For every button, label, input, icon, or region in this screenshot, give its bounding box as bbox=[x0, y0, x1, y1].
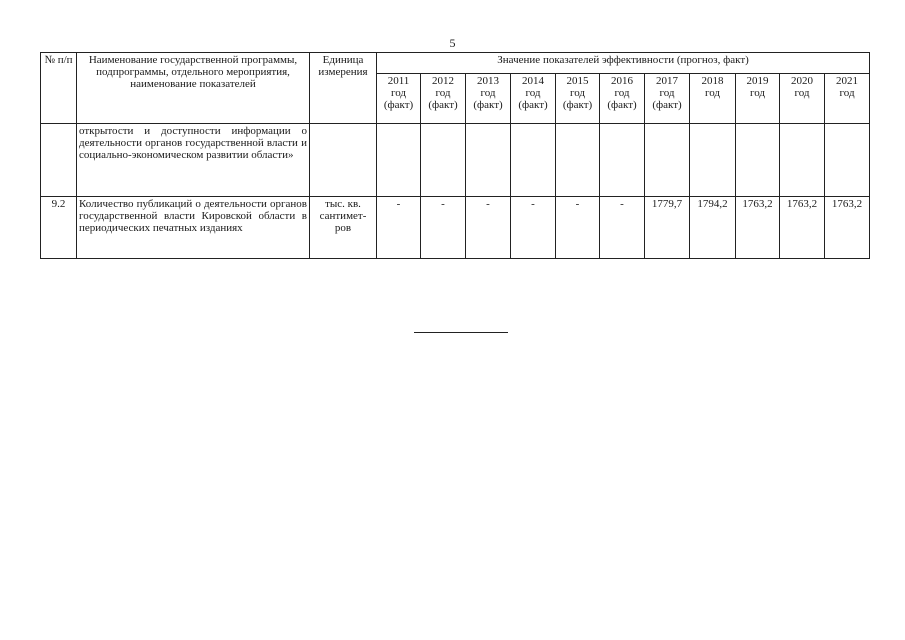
row-value-cell bbox=[511, 124, 556, 197]
row-value-cell bbox=[556, 124, 600, 197]
year-header-word: год bbox=[390, 87, 407, 99]
row-value-cell: - bbox=[511, 197, 556, 259]
year-header-year: 2015 bbox=[566, 75, 589, 87]
row-value-cell: 1763,2 bbox=[736, 197, 780, 259]
row-value-cell: - bbox=[556, 197, 600, 259]
row-value-cell: 1779,7 bbox=[645, 197, 690, 259]
year-header-year: 2011 bbox=[387, 75, 410, 87]
row-value-cell bbox=[736, 124, 780, 197]
end-of-table-line bbox=[414, 332, 508, 333]
year-header-word: год bbox=[569, 87, 586, 99]
page-number: 5 bbox=[449, 36, 456, 50]
year-header-word: год bbox=[704, 87, 721, 99]
row-value-cell bbox=[780, 124, 825, 197]
row-value-cell: 1763,2 bbox=[825, 197, 870, 259]
year-header-note: (факт) bbox=[652, 99, 682, 111]
year-header-note: (факт) bbox=[428, 99, 458, 111]
year-header-note: (факт) bbox=[383, 99, 414, 111]
row-num: 9.2 bbox=[41, 197, 77, 259]
row-value-cell bbox=[377, 124, 421, 197]
table-row bbox=[41, 197, 870, 259]
year-header-cell bbox=[600, 74, 645, 124]
year-header-cell bbox=[690, 74, 736, 124]
year-header-year: 2013 bbox=[477, 75, 499, 87]
year-header-word: год bbox=[435, 87, 451, 99]
row-value-cell: - bbox=[466, 197, 511, 259]
year-header-cell bbox=[466, 74, 511, 124]
row-value-cell bbox=[421, 124, 466, 197]
header-num: № п/п bbox=[41, 53, 77, 124]
year-header-word: год bbox=[614, 87, 630, 99]
year-header-word: год bbox=[525, 87, 541, 99]
header-name: Наименование государственной программы, подпрограммы, отдельного мероприятия, наименование показателей bbox=[77, 53, 310, 124]
row-value-cell: 1763,2 bbox=[780, 197, 825, 259]
year-header-year: 2019 bbox=[746, 75, 769, 87]
year-header-word: год bbox=[749, 87, 766, 99]
year-header-word: год bbox=[839, 87, 855, 99]
year-header-note: (факт) bbox=[518, 99, 548, 111]
header-unit: Единица измерения bbox=[310, 53, 377, 124]
row-value-cell bbox=[466, 124, 511, 197]
year-header-year: 2017 bbox=[656, 75, 678, 87]
row-value-cell: - bbox=[421, 197, 466, 259]
year-header-word: год bbox=[794, 87, 810, 99]
year-header-year: 2018 bbox=[701, 75, 724, 87]
year-header-cell bbox=[780, 74, 825, 124]
year-header-note: (факт) bbox=[562, 99, 593, 111]
row-value-cell bbox=[600, 124, 645, 197]
year-header-cell bbox=[421, 74, 466, 124]
year-header-note: (факт) bbox=[473, 99, 503, 111]
performance-indicators-table bbox=[40, 52, 870, 259]
year-header-year: 2012 bbox=[432, 75, 454, 87]
row-value-cell bbox=[825, 124, 870, 197]
row-name: Количество публикаций о деятельности органов государственной власти Кировской области в периодических печатных изданиях bbox=[77, 197, 310, 259]
row-value-cell bbox=[690, 124, 736, 197]
row-value-cell: - bbox=[377, 197, 421, 259]
year-header-word: год bbox=[480, 87, 496, 99]
year-header-cell bbox=[377, 74, 421, 124]
year-header-word: год bbox=[659, 87, 675, 99]
year-header-year: 2016 bbox=[611, 75, 633, 87]
row-unit: тыс. кв. сантимет-ров bbox=[310, 197, 377, 259]
header-values-group: Значение показателей эффективности (прогноз, факт) bbox=[377, 53, 870, 74]
year-header-cell bbox=[645, 74, 690, 124]
year-header-year: 2020 bbox=[791, 75, 813, 87]
table-row bbox=[41, 124, 870, 197]
year-header-cell bbox=[736, 74, 780, 124]
year-header-note: (факт) bbox=[607, 99, 637, 111]
row-value-cell bbox=[645, 124, 690, 197]
year-header-cell bbox=[825, 74, 870, 124]
row-name: открытости и доступности информации о деятельности органов государственной власти и социально-экономическом развитии области» bbox=[77, 124, 310, 197]
year-header-cell bbox=[556, 74, 600, 124]
header-row bbox=[41, 53, 870, 74]
year-header-year: 2014 bbox=[522, 75, 544, 87]
row-value-cell: - bbox=[600, 197, 645, 259]
row-value-cell: 1794,2 bbox=[690, 197, 736, 259]
year-header-cell bbox=[511, 74, 556, 124]
row-unit bbox=[310, 124, 377, 197]
row-num bbox=[41, 124, 77, 197]
year-header-year: 2021 bbox=[836, 75, 859, 87]
